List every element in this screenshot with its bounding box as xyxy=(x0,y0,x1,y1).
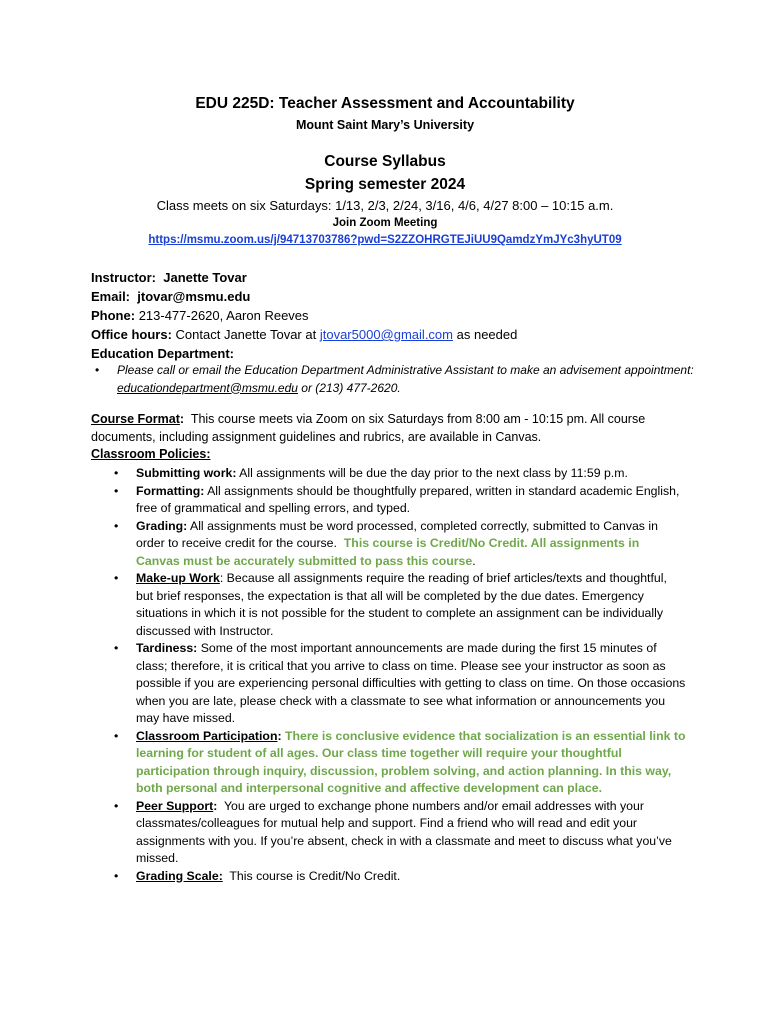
instructor-label: Instructor: xyxy=(91,270,156,285)
instructor-line xyxy=(91,268,691,287)
university-name: Mount Saint Mary’s University xyxy=(295,118,475,132)
course-title: EDU 225D: Teacher Assessment and Accountability xyxy=(195,95,575,112)
list-item xyxy=(114,570,686,640)
bullet-icon: • xyxy=(114,518,119,533)
office-hours-label: Office hours: xyxy=(91,327,172,342)
department-text: Please call or email the Education Department Administrative Assistant to make an advisement appointment: xyxy=(117,363,694,377)
formatting-label: Formatting: xyxy=(136,483,205,498)
bullet-icon: • xyxy=(114,483,119,498)
list-item: • Classroom Participation: There is conclusive evidence that socialization is an essential link to learning for student of all ages. Our class time together will require your thoughtful participation through inquiry, discussion, problem solving, and action planning. In this way, both personal and interpersonal cognitive and affective development can place. xyxy=(114,728,686,795)
formatting-text: All assignments should be thoughtfully prepared, written in standard academic English, free of grammatical and spelling errors, and typed. xyxy=(136,483,680,515)
course-format-label: Course Format xyxy=(91,412,180,426)
email-label: Email: xyxy=(91,289,131,304)
semester-heading: Spring semester 2024 xyxy=(304,176,466,193)
grading-label: Grading: xyxy=(136,518,188,533)
office-hours-text: Contact Janette Tovar at xyxy=(175,327,317,342)
peer-support-text: You are urged to exchange phone numbers and/or email addresses with your classmates/colleagues for mutual help and support. Find a friend who will read and edit your assignments with you. If you’re absent, check in with a classmate and meet to discuss what you’ve missed. xyxy=(136,798,672,865)
bullet-icon: • xyxy=(95,363,100,377)
list-item xyxy=(114,868,686,886)
participation-label: Classroom Participation xyxy=(136,728,278,743)
grading-text: All assignments must be word processed, completed correctly, submitted to Canvas in order to receive credit for the course. xyxy=(136,518,658,550)
department-line xyxy=(91,344,691,363)
zoom-label: Join Zoom Meeting xyxy=(332,217,438,229)
submitting-label: Submitting work: xyxy=(136,466,237,480)
office-email-link[interactable]: jtovar5000@gmail.com xyxy=(319,327,453,342)
phone-label: Phone: xyxy=(91,308,136,323)
makeup-label: Make-up Work xyxy=(136,571,220,585)
email-line xyxy=(91,287,691,306)
instructor-name: Janette Tovar xyxy=(163,270,247,285)
grading-credit-note: This course is Credit/No Credit. All assignments in Canvas must be accurately submitted to pass this course xyxy=(136,536,640,568)
zoom-link[interactable]: https://msmu.zoom.us/j/94713703786?pwd=S2ZZOHRGTEJiUU9QamdzYmJYc3hyUT09 xyxy=(148,234,622,246)
list-item: • Grading: All assignments must be word processed, completed correctly, submitted to Canvas in order to receive credit for the course. This course is Credit/No Credit. All assignments in Canvas must be accurately submitted to pass this course. xyxy=(114,518,658,568)
department-note xyxy=(95,362,697,397)
list-item: • Peer Support: You are urged to exchange phone numbers and/or email addresses with your classmates/colleagues for mutual help and support. Find a friend who will read and edit your assignments with you. If you’re absent, check in with a classmate and meet to discuss what you’ve missed. xyxy=(114,798,672,865)
list-item xyxy=(114,465,686,483)
grading-scale-text: This course is Credit/No Credit. xyxy=(229,868,401,883)
tardiness-label: Tardiness: xyxy=(136,641,198,655)
bullet-icon: • xyxy=(114,868,119,883)
submitting-text: All assignments will be due the day prior to the next class by 11:59 p.m. xyxy=(239,466,628,480)
bullet-icon: • xyxy=(114,571,119,585)
class-meeting-dates: Class meets on six Saturdays: 1/13, 2/3, 2/24, 3/16, 4/6, 4/27 8:00 – 10:15 a.m. xyxy=(156,198,614,213)
policies-list xyxy=(114,465,686,885)
peer-support-label: Peer Support xyxy=(136,798,214,813)
office-hours-line xyxy=(91,325,691,344)
participation-text: There is conclusive evidence that socialization is an essential link to learning for student of all ages. Our class time together will require your thoughtful participation through inquiry, discussion, problem solving, and action planning. In this way, both personal and interpersonal cognitive and affective development can place. xyxy=(136,728,686,795)
bullet-icon: • xyxy=(114,466,119,480)
syllabus-heading: Course Syllabus xyxy=(324,153,446,170)
course-format-text: This course meets via Zoom on six Saturdays from 8:00 am - 10:15 pm. All course documents, including assignment guidelines and rubrics, are available in Canvas. xyxy=(91,412,646,444)
list-item xyxy=(114,640,686,728)
office-hours-post: as needed xyxy=(456,327,518,342)
classroom-policies-heading: Classroom Policies: xyxy=(91,447,211,461)
department-email-link[interactable]: educationdepartment@msmu.edu xyxy=(117,380,298,395)
phone-line xyxy=(91,306,691,325)
tardiness-text: Some of the most important announcements are made during the first 15 minutes of class; therefore, it is critical that you arrive to class on time. Please see your instructor as soon as possible if you are experiencing personal difficulties with getting to class on time. On those occasions when you are late, please check with a classmate to see what information or announcements you may have missed. xyxy=(136,641,686,725)
department-phone: or (213) 477-2620. xyxy=(301,380,401,395)
course-format: Course Format: This course meets via Zoom on six Saturdays from 8:00 am - 10:15 pm. All course documents, including assignment guidelines and rubrics, are available in Canvas. xyxy=(91,412,646,444)
phone-value: 213-477-2620, Aaron Reeves xyxy=(138,308,309,323)
list-item xyxy=(114,483,686,518)
department-label: Education Department: xyxy=(91,346,235,361)
bullet-icon: • xyxy=(114,728,119,743)
bullet-icon: • xyxy=(114,798,119,813)
bullet-icon: • xyxy=(114,641,119,655)
makeup-text: : Because all assignments require the reading of brief articles/texts and thoughtful, but brief responses, the expectation is that all will be completed by the due dates. Emergency situations in which it is not possible for the student to complete an assignment can be individually discussed with Instructor. xyxy=(136,571,667,638)
instructor-email: jtovar@msmu.edu xyxy=(137,289,251,304)
grading-scale-label: Grading Scale: xyxy=(136,868,223,883)
